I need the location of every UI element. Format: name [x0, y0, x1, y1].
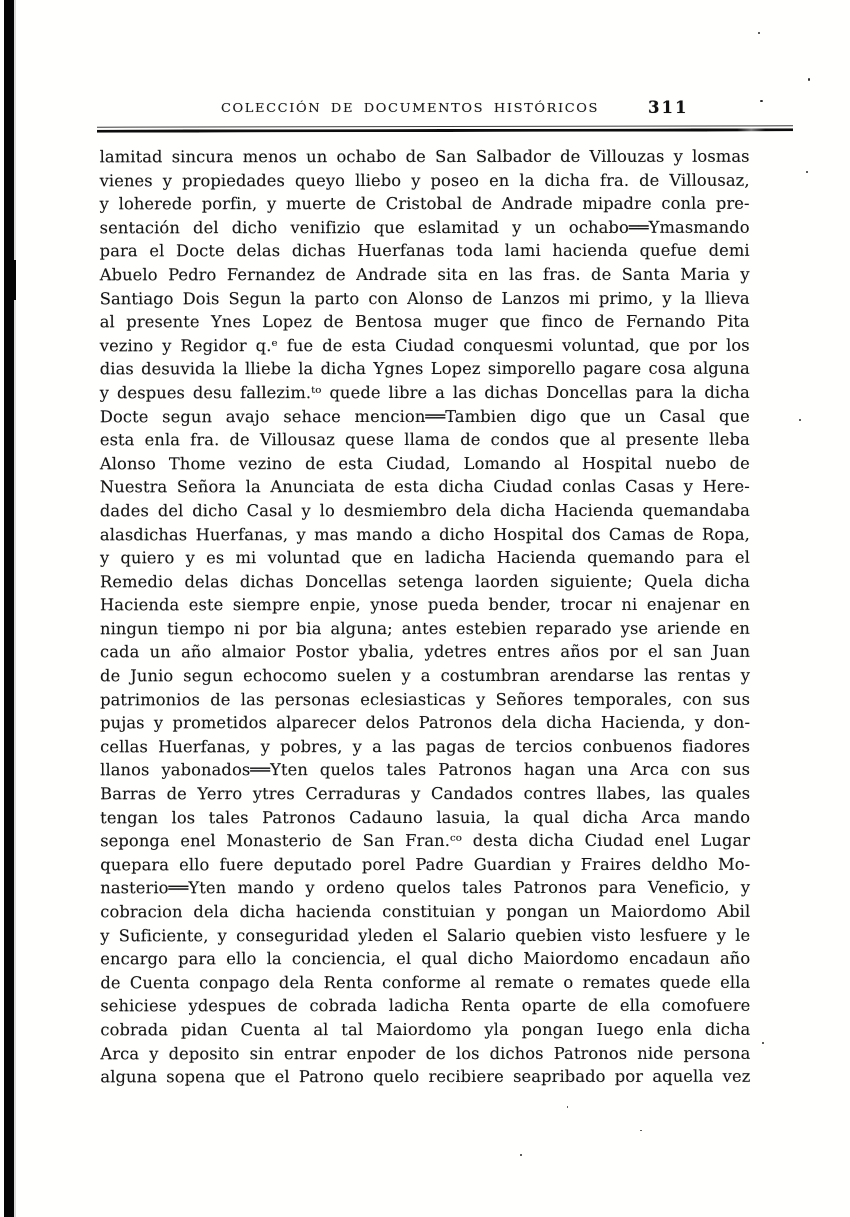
text-line: alguna sopena que el Patrono quelo recibiere seapribado por aquella vez	[100, 1066, 751, 1087]
text-line: Arca y deposito sin entrar enpoder de los dichos Patronos nide persona	[100, 1043, 751, 1063]
text-line: Hacienda este siempre enpie, ynose pueda bender, trocar ni enajenar en	[99, 594, 750, 615]
text-line: lamitad sincura menos un ochabo de San Salbador de Villouzas y losmas	[99, 146, 750, 167]
text-line: patrimonios de las personas eclesiasticas y Señores temporales, con sus	[100, 689, 751, 709]
text-line: Abuelo Pedro Fernandez de Andrade sita en las fras. de Santa Maria y	[99, 264, 750, 285]
text-line: llanos yabonados══Yten quelos tales Patronos hagan una Arca con sus	[100, 760, 751, 780]
book-gutter-bar	[4, 0, 14, 1217]
text-line: y loherede porfin, y muerte de Cristobal de Andrade mipadre conla pre-	[99, 193, 750, 214]
text-line: Docte segun avajo sehace mencion══Tambien digo que un Casal que	[99, 406, 750, 426]
scan-speck	[758, 32, 760, 34]
text-line: sehiciese ydespues de cobrada ladicha Renta oparte de ella comofuere	[100, 996, 751, 1016]
text-line: pujas y prometidos alparecer delos Patronos dela dicha Hacienda, y don-	[100, 712, 751, 733]
text-line: para el Docte delas dichas Huerfanas toda lami hacienda quefue demi	[99, 241, 750, 261]
page-number: 311	[648, 98, 689, 117]
scan-speck	[520, 1154, 522, 1156]
header-rule	[97, 125, 793, 134]
scan-speck	[760, 100, 763, 102]
text-line: nasterio══Yten mando y ordeno quelos tales Patronos para Veneficio, y	[100, 878, 751, 898]
text-line: Nuestra Señora la Anunciata de esta dicha Ciudad conlas Casas y Here-	[99, 477, 750, 497]
text-line: cada un año almaior Postor ybalia, ydetres entres años por el san Juan	[100, 642, 751, 662]
text-line: vezino y Regidor q.ᵉ fue de esta Ciudad conquesmi voluntad, que por los	[99, 335, 750, 356]
scan-speck	[640, 1130, 642, 1131]
text-line: Barras de Yerro ytres Cerraduras y Candados contres llabes, las quales	[100, 783, 751, 804]
text-line: Alonso Thome vezino de esta Ciudad, Lomando al Hospital nuebo de	[99, 453, 750, 474]
text-line: quepara ello fuere deputado porel Padre Guardian y Fraires deldho Mo-	[100, 854, 751, 875]
scan-speck	[806, 171, 808, 173]
text-line: de Junio segun echocomo suelen y a costumbran arendarse las rentas y	[100, 665, 751, 686]
scan-speck	[808, 78, 810, 81]
text-line: dias desuvida la lliebe la dicha Ygnes Lopez simporello pagare cosa alguna	[99, 359, 750, 379]
text-line: sentación del dicho venifizio que eslamitad y un ochabo══Ymasmando	[99, 217, 750, 238]
scan-speck	[762, 1042, 764, 1044]
text-line: tengan los tales Patronos Cadauno lasuia, la qual dicha Arca mando	[100, 807, 751, 827]
page-header	[0, 0, 850, 140]
text-line: Remedio delas dichas Doncellas setenga laorden siguiente; Quela dicha	[99, 571, 750, 591]
document-text-block	[100, 145, 751, 1089]
text-line: y Suficiente, y conseguridad yleden el Salario quebien visto lesfuere y le	[100, 925, 751, 945]
running-title: COLECCIÓN DE DOCUMENTOS HISTÓRICOS	[221, 101, 600, 116]
text-line: cobrada pidan Cuenta al tal Maiordomo yla pongan Iuego enla dicha	[100, 1019, 751, 1040]
text-line: seponga enel Monasterio de San Fran.ᶜᵒ desta dicha Ciudad enel Lugar	[100, 830, 751, 851]
text-line: y quiero y es mi voluntad que en ladicha Hacienda quemando para el	[99, 547, 750, 568]
text-line: de Cuenta conpago dela Renta conforme al remate o remates quede ella	[100, 972, 751, 993]
header-rule-thin-line	[97, 125, 793, 127]
scan-speck	[567, 1106, 568, 1108]
text-line: al presente Ynes Lopez de Bentosa muger que finco de Fernando Pita	[99, 311, 750, 332]
text-line: encargo para ello la conciencia, el qual dicho Maiordomo encadaun año	[100, 948, 751, 969]
text-line: Santiago Dois Segun la parto con Alonso de Lanzos mi primo, y la llieva	[99, 288, 750, 308]
text-line: cellas Huerfanas, y pobres, y a las pagas de tercios conbuenos fiadores	[100, 736, 751, 757]
text-line: alasdichas Huerfanas, y mas mando a dicho Hospital dos Camas de Ropa,	[99, 524, 750, 544]
text-line: y despues desu fallezim.ᵗᵒ quede libre a las dichas Doncellas para la dicha	[99, 382, 750, 403]
scan-speck	[799, 419, 801, 421]
text-line: dades del dicho Casal y lo desmiembro dela dicha Hacienda quemandaba	[99, 500, 750, 521]
text-line: ningun tiempo ni por bia alguna; antes estebien reparado yse ariende en	[100, 618, 751, 639]
text-line: cobracion dela dicha hacienda constituian y pongan un Maiordomo Abil	[100, 901, 751, 922]
text-line: esta enla fra. de Villousaz quese llama de condos que al presente lleba	[99, 429, 750, 450]
text-line: vienes y propiedades queyo lliebo y poseo en la dicha fra. de Villousaz,	[99, 170, 750, 190]
header-rule-thick-line	[97, 128, 793, 132]
